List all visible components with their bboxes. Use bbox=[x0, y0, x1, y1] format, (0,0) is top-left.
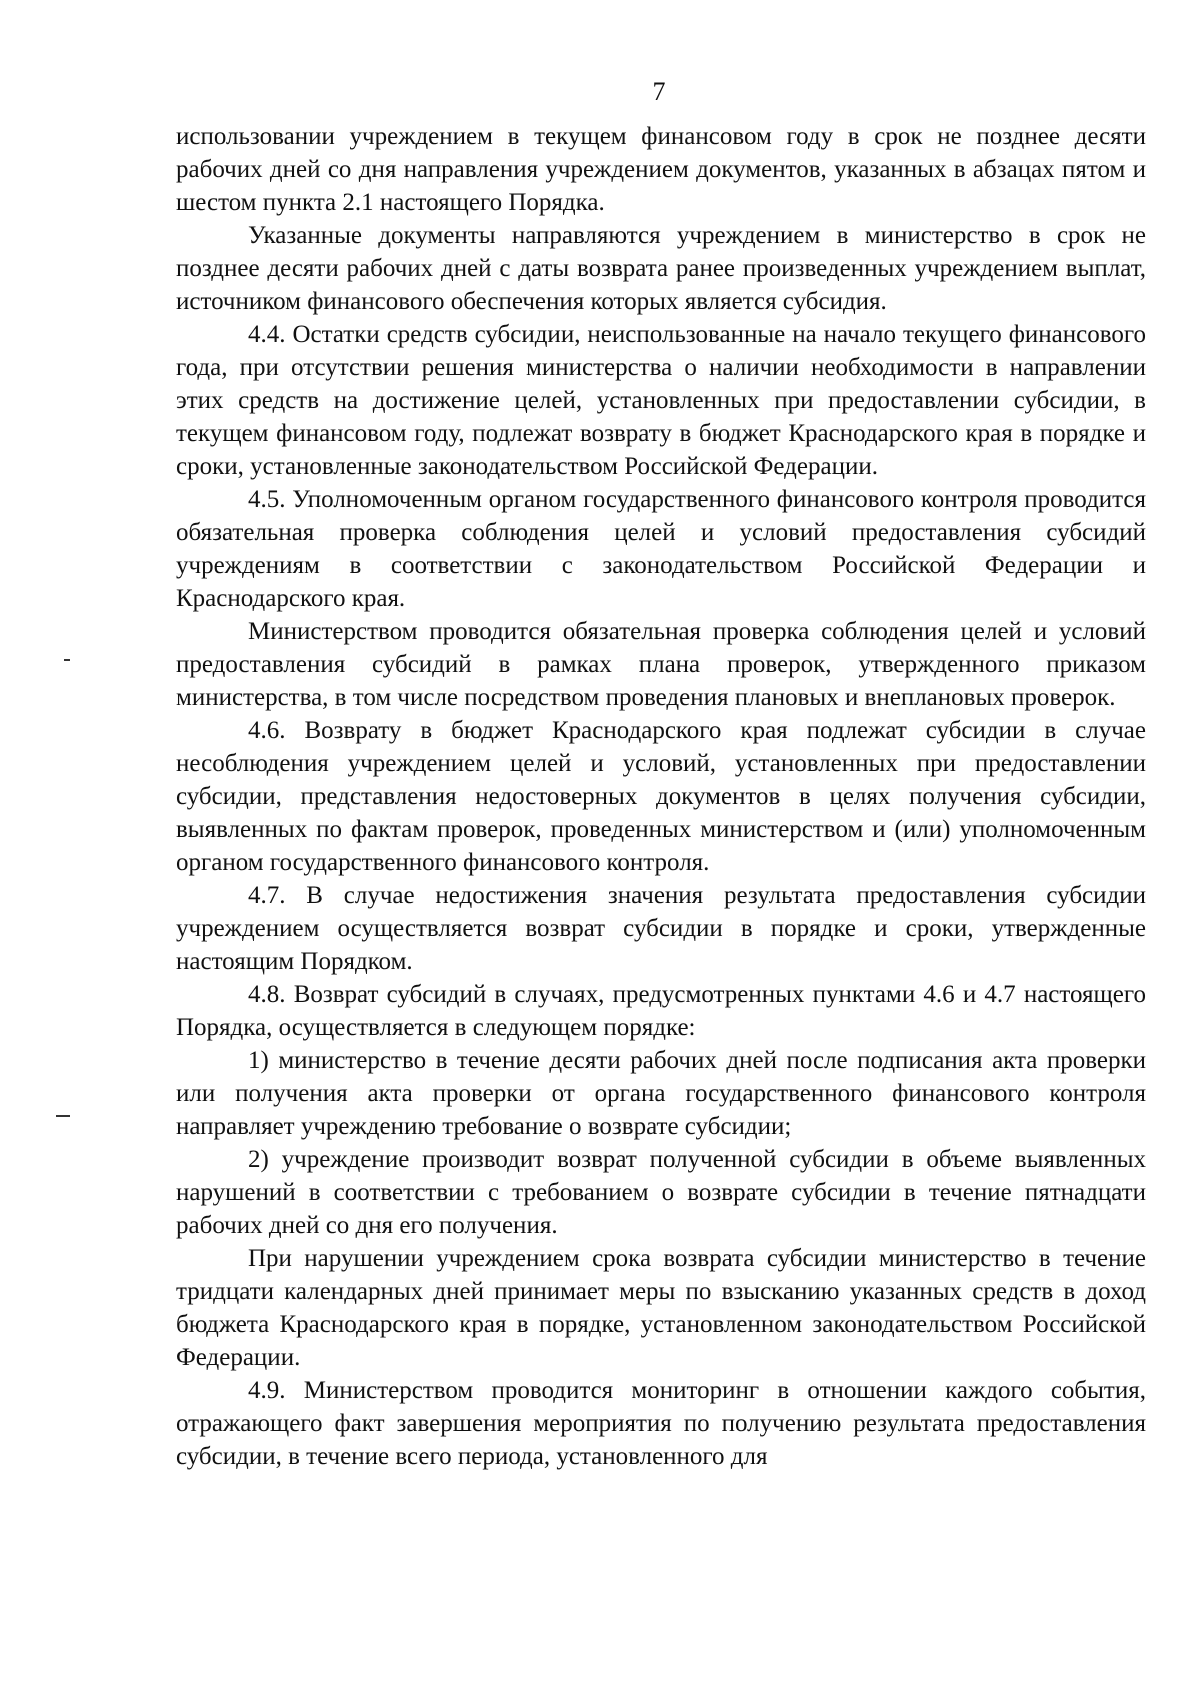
paragraph: При нарушении учреждением срока возврата субсидии министерство в течение тридцати календарных дней принимает меры по взысканию указанных средств в доход бюджета Краснодарского края в порядке, установленном законодательством Российской Федерации. bbox=[176, 1245, 1146, 1371]
paragraph: Министерством проводится обязательная проверка соблюдения целей и условий предоставления субсидий в рамках плана проверок, утвержденного приказом министерства, в том числе посредством проведения плановых и внеплановых проверок. bbox=[176, 618, 1146, 711]
paragraph: 4.8. Возврат субсидий в случаях, предусмотренных пунктами 4.6 и 4.7 настоящего Порядка, осуществляется в следующем порядке: bbox=[176, 981, 1146, 1041]
margin-mark bbox=[56, 1115, 70, 1117]
paragraph: 4.6. Возврату в бюджет Краснодарского края подлежат субсидии в случае несоблюдения учреждением целей и условий, установленных при предоставлении субсидии, представления недостоверных документов в целях получения субсидии, выявленных по фактам проверок, проведенных министерством и (или) уполномоченным органом государственного финансового контроля. bbox=[176, 717, 1146, 876]
paragraph: Указанные документы направляются учреждением в министерство в срок не позднее десяти рабочих дней с даты возврата ранее произведенных учреждением выплат, источником финансового обеспечения которых является субсидия. bbox=[176, 222, 1146, 315]
document-body bbox=[176, 120, 1146, 1473]
paragraph: 4.5. Уполномоченным органом государственного финансового контроля проводится обязательная проверка соблюдения целей и условий предоставления субсидий учреждениям в соответствии с законодательством Российской Федерации и Краснодарского края. bbox=[176, 486, 1146, 612]
margin-mark bbox=[64, 659, 70, 661]
paragraph: использовании учреждением в текущем финансовом году в срок не позднее десяти рабочих дней со дня направления учреждением документов, указанных в абзацах пятом и шестом пункта 2.1 настоящего Порядка. bbox=[176, 123, 1146, 216]
paragraph: 4.9. Министерством проводится мониторинг в отношении каждого события, отражающего факт завершения мероприятия по получению результата предоставления субсидии, в течение всего периода, установленного для bbox=[176, 1377, 1146, 1470]
page-number: 7 bbox=[652, 77, 666, 106]
paragraph: 4.4. Остатки средств субсидии, неиспользованные на начало текущего финансового года, при отсутствии решения министерства о наличии необходимости в направлении этих средств на достижение целей, установленных при предоставлении субсидии, в текущем финансовом году, подлежат возврату в бюджет Краснодарского края в порядке и сроки, установленные законодательством Российской Федерации. bbox=[176, 321, 1146, 480]
paragraph: 4.7. В случае недостижения значения результата предоставления субсидии учреждением осуществляется возврат субсидии в порядке и сроки, утвержденные настоящим Порядком. bbox=[176, 882, 1146, 975]
paragraph: 2) учреждение производит возврат полученной субсидии в объеме выявленных нарушений в соответствии с требованием о возврате субсидии в течение пятнадцати рабочих дней со дня его получения. bbox=[176, 1146, 1146, 1239]
paragraph: 1) министерство в течение десяти рабочих дней после подписания акта проверки или получения акта проверки от органа государственного финансового контроля направляет учреждению требование о возврате субсидии; bbox=[176, 1047, 1146, 1140]
